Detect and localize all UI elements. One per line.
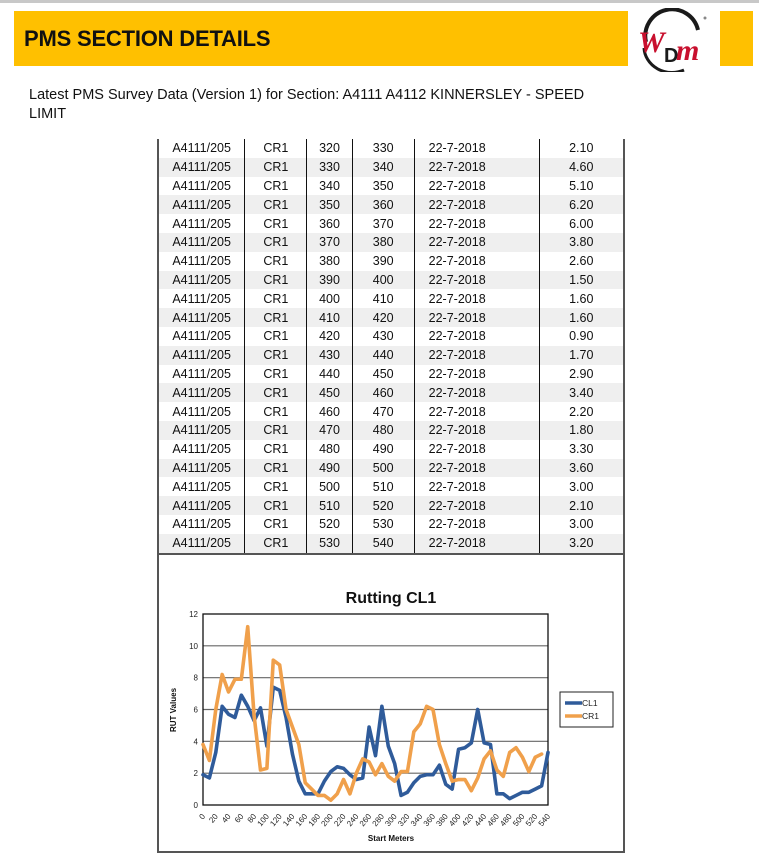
x-axis-title: Start Meters (367, 834, 415, 843)
table-row (159, 308, 623, 327)
x-tick-label: 340 (408, 812, 425, 829)
date-cell: 22-7-2018 (414, 440, 539, 459)
end-cell: 480 (352, 421, 414, 440)
x-tick-label: 100 (255, 812, 272, 829)
start-cell: 320 (307, 139, 352, 158)
x-tick-label: 0 (197, 812, 208, 822)
table-row (159, 195, 623, 214)
y-tick-label: 2 (193, 769, 198, 779)
lane-cell: CR1 (245, 477, 307, 496)
end-cell: 350 (352, 177, 414, 196)
table-row (159, 421, 623, 440)
value-cell: 3.00 (539, 477, 623, 496)
legend-label-cl1: CL1 (582, 698, 598, 708)
end-cell: 370 (352, 214, 414, 233)
value-cell: 4.60 (539, 158, 623, 177)
lane-cell: CR1 (245, 365, 307, 384)
start-cell: 410 (307, 308, 352, 327)
end-cell: 380 (352, 233, 414, 252)
table-row (159, 252, 623, 271)
x-tick-label: 400 (447, 812, 463, 829)
section-cell: A4111/205 (172, 291, 231, 306)
section-cell: A4111/205 (172, 517, 231, 532)
table-row (159, 496, 623, 515)
end-cell: 390 (352, 252, 414, 271)
date-cell: 22-7-2018 (414, 271, 539, 290)
lane-cell: CR1 (245, 195, 307, 214)
date-cell: 22-7-2018 (414, 139, 539, 158)
end-cell: 520 (352, 496, 414, 515)
x-tick-label: 140 (281, 812, 297, 829)
section-cell: A4111/205 (159, 383, 245, 402)
date-cell: 22-7-2018 (414, 383, 539, 402)
end-cell: 470 (352, 402, 414, 421)
lane-cell: CR1 (245, 252, 307, 271)
section-cell: A4111/205 (159, 534, 245, 554)
lane-cell: CR1 (245, 402, 307, 421)
y-tick-label: 12 (189, 610, 198, 619)
date-cell: 22-7-2018 (414, 195, 539, 214)
end-cell: 440 (352, 346, 414, 365)
lane-cell: CR1 (245, 233, 307, 252)
section-subtitle: Latest PMS Survey Data (Version 1) for Section: A4111 A4112 KINNERSLEY - SPEED LIMIT (29, 87, 585, 122)
x-tick-label: 120 (268, 812, 284, 829)
x-tick-label: 500 (511, 812, 527, 829)
value-cell: 1.60 (539, 308, 623, 327)
table-row (159, 459, 623, 478)
start-cell: 340 (307, 177, 352, 196)
y-tick-label: 0 (193, 801, 198, 810)
table-row (159, 177, 623, 196)
end-cell: 400 (352, 271, 414, 290)
section-cell: A4111/205 (172, 141, 231, 156)
end-cell: 530 (352, 515, 414, 534)
value-cell: 3.20 (539, 534, 623, 554)
date-cell: 22-7-2018 (414, 365, 539, 384)
section-cell: A4111/205 (172, 404, 231, 419)
date-cell: 22-7-2018 (414, 289, 539, 308)
value-cell: 1.50 (539, 271, 623, 290)
table-row (159, 139, 623, 158)
lane-cell: CR1 (245, 327, 307, 346)
end-cell: 330 (352, 139, 414, 158)
section-cell: A4111/205 (159, 158, 245, 177)
end-cell: 490 (352, 440, 414, 459)
top-border (0, 0, 759, 3)
section-cell: A4111/205 (172, 178, 231, 193)
section-cell: A4111/205 (172, 329, 231, 344)
table-row (159, 440, 623, 459)
table-row (159, 402, 623, 421)
start-cell: 360 (307, 214, 352, 233)
end-cell: 450 (352, 365, 414, 384)
start-cell: 450 (307, 383, 352, 402)
section-cell: A4111/205 (159, 271, 245, 290)
x-tick-label: 220 (332, 812, 348, 829)
section-cell: A4111/205 (172, 366, 231, 381)
date-cell: 22-7-2018 (414, 496, 539, 515)
start-cell: 430 (307, 346, 352, 365)
start-cell: 530 (307, 534, 352, 554)
x-tick-label: 460 (485, 812, 502, 829)
section-cell: A4111/205 (159, 346, 245, 365)
table-row (159, 158, 623, 177)
logo-letter-m: m (676, 34, 700, 67)
logo-registered-mark (704, 17, 707, 20)
x-tick-label: 520 (523, 812, 540, 829)
y-tick-label: 10 (189, 641, 198, 651)
lane-cell: CR1 (245, 308, 307, 327)
lane-cell: CR1 (245, 289, 307, 308)
value-cell: 6.00 (539, 214, 623, 233)
section-cell: A4111/205 (159, 496, 245, 515)
end-cell: 420 (352, 308, 414, 327)
section-cell: A4111/205 (172, 442, 231, 457)
date-cell: 22-7-2018 (414, 233, 539, 252)
start-cell: 330 (307, 158, 352, 177)
value-cell: 1.70 (539, 346, 623, 365)
date-cell: 22-7-2018 (414, 252, 539, 271)
value-cell: 5.10 (539, 177, 623, 196)
table-row (159, 383, 623, 402)
x-tick-label: 360 (421, 812, 438, 829)
y-tick-label: 8 (193, 673, 198, 683)
table-row (159, 365, 623, 384)
start-cell: 420 (307, 327, 352, 346)
section-cell: A4111/205 (159, 308, 245, 327)
lane-cell: CR1 (245, 421, 307, 440)
value-cell: 1.60 (539, 289, 623, 308)
lane-cell: CR1 (245, 158, 307, 177)
table-row (159, 289, 623, 308)
wdm-logo (632, 8, 714, 72)
x-tick-label: 320 (396, 812, 412, 829)
lane-cell: CR1 (245, 271, 307, 290)
x-tick-label: 180 (306, 812, 323, 829)
end-cell: 340 (352, 158, 414, 177)
value-cell: 2.90 (539, 365, 623, 384)
x-tick-label: 20 (207, 812, 220, 825)
x-tick-label: 540 (536, 812, 553, 829)
lane-cell: CR1 (245, 496, 307, 515)
date-cell: 22-7-2018 (414, 177, 539, 196)
value-cell: 3.40 (539, 383, 623, 402)
date-cell: 22-7-2018 (414, 421, 539, 440)
x-tick-label: 480 (498, 812, 514, 829)
lane-cell: CR1 (245, 383, 307, 402)
table-row (159, 534, 623, 554)
lane-cell: CR1 (245, 346, 307, 365)
x-tick-label: 260 (357, 812, 374, 829)
date-cell: 22-7-2018 (414, 327, 539, 346)
x-tick-label: 60 (232, 812, 246, 825)
header-banner-end (720, 11, 753, 66)
y-axis-title: RUT Values (169, 687, 178, 733)
x-tick-label: 240 (344, 812, 361, 829)
x-tick-label: 280 (370, 812, 387, 829)
x-tick-label: 300 (383, 812, 399, 829)
x-tick-label: 420 (459, 812, 476, 829)
table-row (159, 477, 623, 496)
lane-cell: CR1 (245, 177, 307, 196)
table-row (159, 214, 623, 233)
logo-letter-d: D (664, 45, 679, 67)
x-tick-label: 380 (434, 812, 450, 829)
value-cell: 1.80 (539, 421, 623, 440)
y-tick-label: 6 (193, 705, 198, 715)
header-banner (14, 11, 628, 66)
section-cell: A4111/205 (159, 421, 245, 440)
lane-cell: CR1 (245, 139, 307, 158)
end-cell: 410 (352, 289, 414, 308)
table-row (159, 327, 623, 346)
value-cell: 3.80 (539, 233, 623, 252)
end-cell: 430 (352, 327, 414, 346)
table-row (159, 346, 623, 365)
lane-cell: CR1 (245, 459, 307, 478)
x-tick-label: 160 (293, 812, 310, 829)
date-cell: 22-7-2018 (414, 346, 539, 365)
start-cell: 510 (307, 496, 352, 515)
lane-cell: CR1 (245, 440, 307, 459)
value-cell: 2.60 (539, 252, 623, 271)
chart-title: Rutting CL1 (345, 590, 437, 607)
rutting-chart (159, 560, 623, 851)
date-cell: 22-7-2018 (414, 214, 539, 233)
date-cell: 22-7-2018 (414, 308, 539, 327)
section-cell: A4111/205 (159, 195, 245, 214)
start-cell: 490 (307, 459, 352, 478)
value-cell: 3.30 (539, 440, 623, 459)
date-cell: 22-7-2018 (414, 515, 539, 534)
value-cell: 2.20 (539, 402, 623, 421)
date-cell: 22-7-2018 (414, 477, 539, 496)
end-cell: 360 (352, 195, 414, 214)
survey-data-table (159, 139, 623, 555)
legend-label-cr1: CR1 (582, 711, 600, 721)
x-tick-label: 440 (472, 812, 489, 829)
lane-cell: CR1 (245, 515, 307, 534)
date-cell: 22-7-2018 (414, 459, 539, 478)
start-cell: 350 (307, 195, 352, 214)
x-tick-label: 40 (220, 812, 233, 825)
date-cell: 22-7-2018 (414, 534, 539, 554)
value-cell: 0.90 (539, 327, 623, 346)
section-cell: A4111/205 (159, 233, 245, 252)
value-cell: 2.10 (539, 139, 623, 158)
series-line-cr1 (203, 627, 542, 800)
start-cell: 400 (307, 289, 352, 308)
section-cell: A4111/205 (159, 459, 245, 478)
start-cell: 380 (307, 252, 352, 271)
date-cell: 22-7-2018 (414, 402, 539, 421)
end-cell: 540 (352, 534, 414, 554)
table-row (159, 515, 623, 534)
x-tick-label: 200 (319, 812, 335, 829)
table-row (159, 233, 623, 252)
start-cell: 470 (307, 421, 352, 440)
section-cell: A4111/205 (172, 479, 231, 494)
page-title: PMS SECTION DETAILS (24, 26, 271, 51)
x-tick-label: 80 (245, 812, 259, 825)
end-cell: 460 (352, 383, 414, 402)
value-cell: 6.20 (539, 195, 623, 214)
start-cell: 390 (307, 271, 352, 290)
lane-cell: CR1 (245, 534, 307, 554)
y-tick-label: 4 (193, 737, 198, 747)
start-cell: 440 (307, 365, 352, 384)
section-cell: A4111/205 (172, 254, 231, 269)
start-cell: 370 (307, 233, 352, 252)
end-cell: 510 (352, 477, 414, 496)
value-cell: 2.10 (539, 496, 623, 515)
logo-letter-w: W (638, 26, 665, 59)
table-row (159, 271, 623, 290)
value-cell: 3.60 (539, 459, 623, 478)
end-cell: 500 (352, 459, 414, 478)
start-cell: 520 (307, 515, 352, 534)
date-cell: 22-7-2018 (414, 158, 539, 177)
start-cell: 460 (307, 402, 352, 421)
lane-cell: CR1 (245, 214, 307, 233)
section-cell: A4111/205 (172, 216, 231, 231)
value-cell: 3.00 (539, 515, 623, 534)
start-cell: 500 (307, 477, 352, 496)
start-cell: 480 (307, 440, 352, 459)
